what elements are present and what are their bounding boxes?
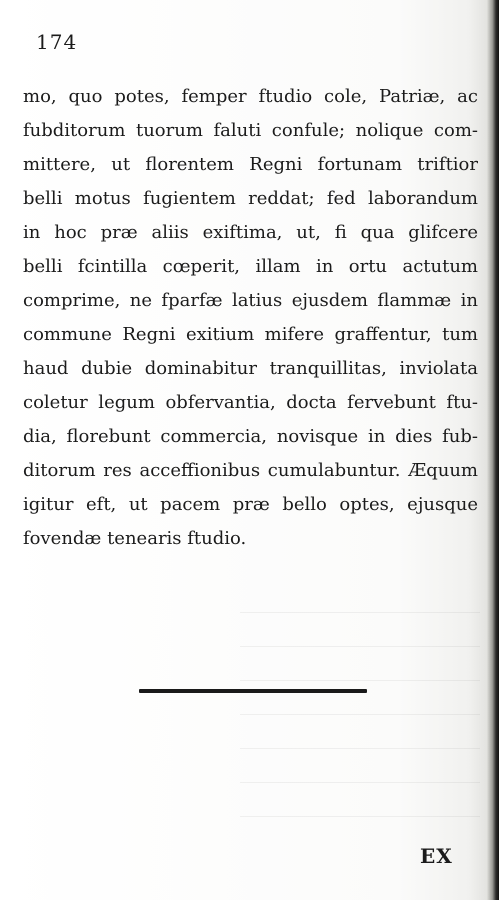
text-line: mittere, ut florentem Regni fortunam triftior: [23, 154, 478, 175]
text-line: fubditorum tuorum faluti confule; nolique com-: [23, 120, 478, 141]
text-line: igitur eft, ut pacem præ bello optes, ejusque: [23, 494, 478, 515]
show-through-text: [240, 590, 480, 840]
text-line: fovendæ tenearis ftudio.: [23, 528, 247, 549]
text-line: belli fcintilla cœperit, illam in ortu actutum: [23, 256, 478, 277]
text-line: ditorum res acceffionibus cumulabuntur. Æquum: [23, 460, 478, 481]
text-line: haud dubie dominabitur tranquillitas, inviolata: [23, 358, 478, 379]
text-line: coletur legum obfervantia, docta fervebunt ftu-: [23, 392, 478, 413]
page-edge-shadow: [487, 0, 499, 900]
text-line: commune Regni exitium mifere graffentur, tum: [23, 324, 478, 345]
text-line: comprime, ne fparfæ latius ejusdem flammæ in: [23, 290, 478, 311]
page-number: 174: [36, 30, 78, 54]
text-line: dia, florebunt commercia, novisque in dies fub-: [23, 426, 478, 447]
body-text: [23, 80, 478, 556]
catchword: EX: [420, 844, 453, 868]
text-line: belli motus fugientem reddat; fed laborandum: [23, 188, 478, 209]
text-line: mo, quo potes, femper ftudio cole, Patriæ, ac: [23, 86, 478, 107]
text-line: in hoc præ aliis exiftima, ut, fi qua glifcere: [23, 222, 478, 243]
section-divider-rule: [139, 689, 367, 693]
